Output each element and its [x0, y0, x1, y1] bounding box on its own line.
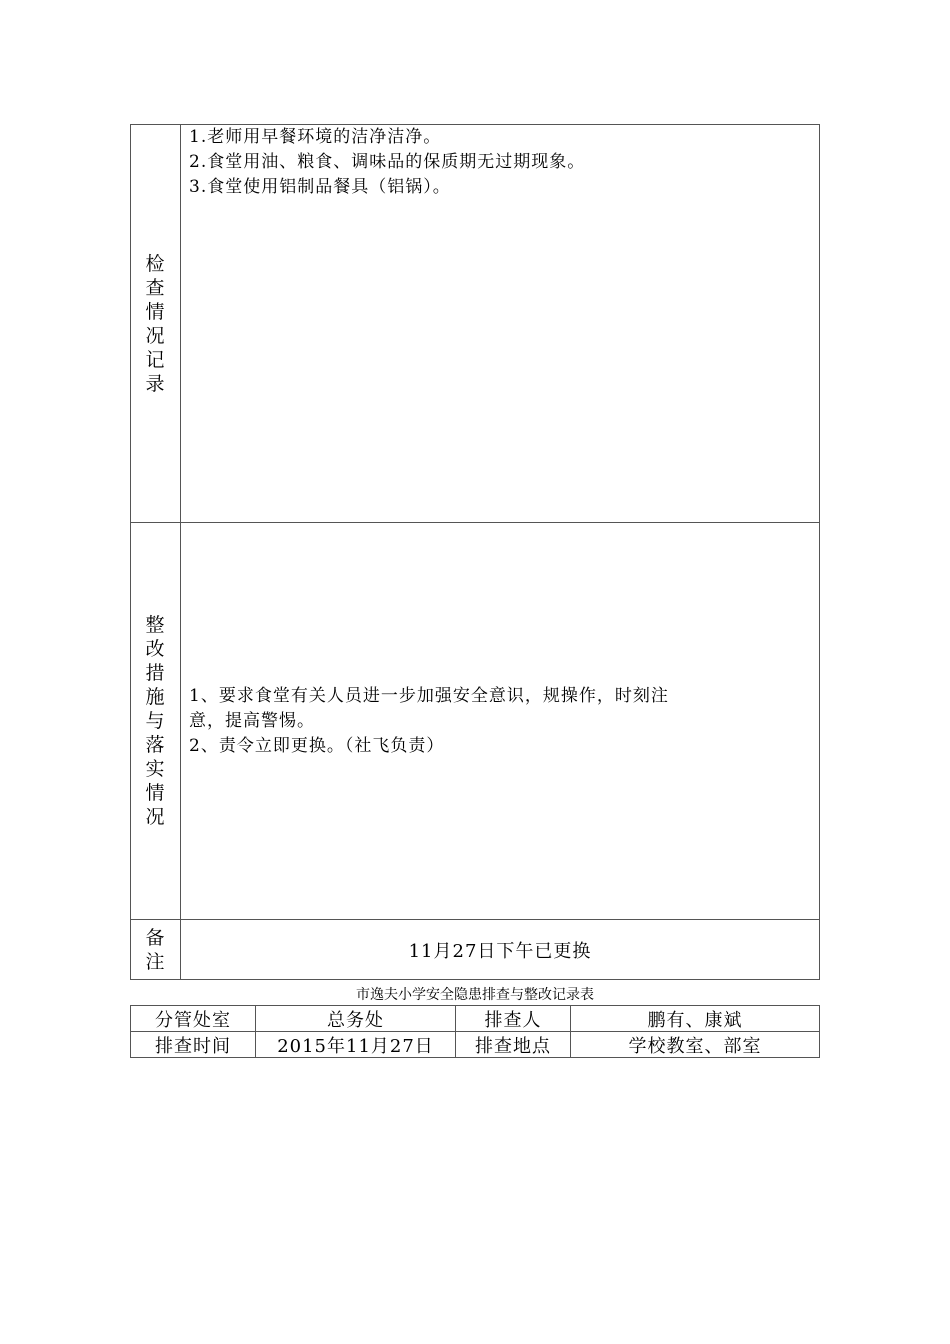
rectification-label: [130, 522, 180, 920]
rectification-line: 意，提高警惕。: [189, 711, 315, 731]
rectification-label-char: 整: [145, 614, 165, 636]
inspection-label: [130, 124, 180, 523]
inspection-line: 3.食堂使用铝制品餐具（铝锅）。: [189, 177, 451, 197]
rectification-line: 2、责令立即更换。（社飞负责）: [189, 736, 445, 756]
inspection-text: [189, 125, 814, 200]
dept-label: 分管处室: [130, 1005, 256, 1032]
rectification-text: [189, 684, 814, 759]
remarks-text: 11月27日下午已更换: [408, 940, 592, 962]
rectification-label-char: 实: [145, 758, 165, 780]
remarks-label-char: 备: [145, 926, 165, 949]
inspection-label-char: 况: [145, 324, 165, 347]
inspection-label-char: 情: [145, 300, 165, 323]
rectification-label-char: 情: [145, 782, 165, 804]
inspection-label-char: 录: [145, 372, 165, 395]
dept-value: 总务处: [255, 1005, 456, 1032]
inspection-label-char: 记: [145, 348, 165, 371]
remarks-label: [130, 919, 180, 980]
rectification-label-char: 施: [145, 686, 165, 708]
inspector-label: 排查人: [455, 1005, 571, 1032]
remarks-label-char: 注: [145, 950, 165, 973]
rectification-label-char: 落: [145, 734, 165, 756]
rectification-label-char: 措: [145, 662, 165, 684]
place-label: 排查地点: [455, 1031, 571, 1058]
inspection-label-char: 检: [145, 252, 165, 275]
inspection-label-char: 查: [145, 276, 165, 299]
rectification-label-char: 况: [145, 806, 165, 828]
rectification-label-char: 改: [145, 638, 165, 660]
rectification-label-char: 与: [145, 710, 165, 732]
time-value: 2015年11月27日: [255, 1031, 456, 1058]
rectification-line: 1、要求食堂有关人员进一步加强安全意识，规操作，时刻注: [189, 686, 669, 706]
inspection-line: 2.食堂用油、粮食、调味品的保质期无过期现象。: [189, 152, 586, 172]
time-label: 排查时间: [130, 1031, 256, 1058]
inspection-line: 1.老师用早餐环境的洁净洁净。: [189, 127, 442, 147]
form-caption: 市逸夫小学安全隐患排查与整改记录表: [356, 987, 594, 1003]
inspector-value: 鹏有、康斌: [570, 1005, 820, 1032]
place-value: 学校教室、部室: [570, 1031, 820, 1058]
